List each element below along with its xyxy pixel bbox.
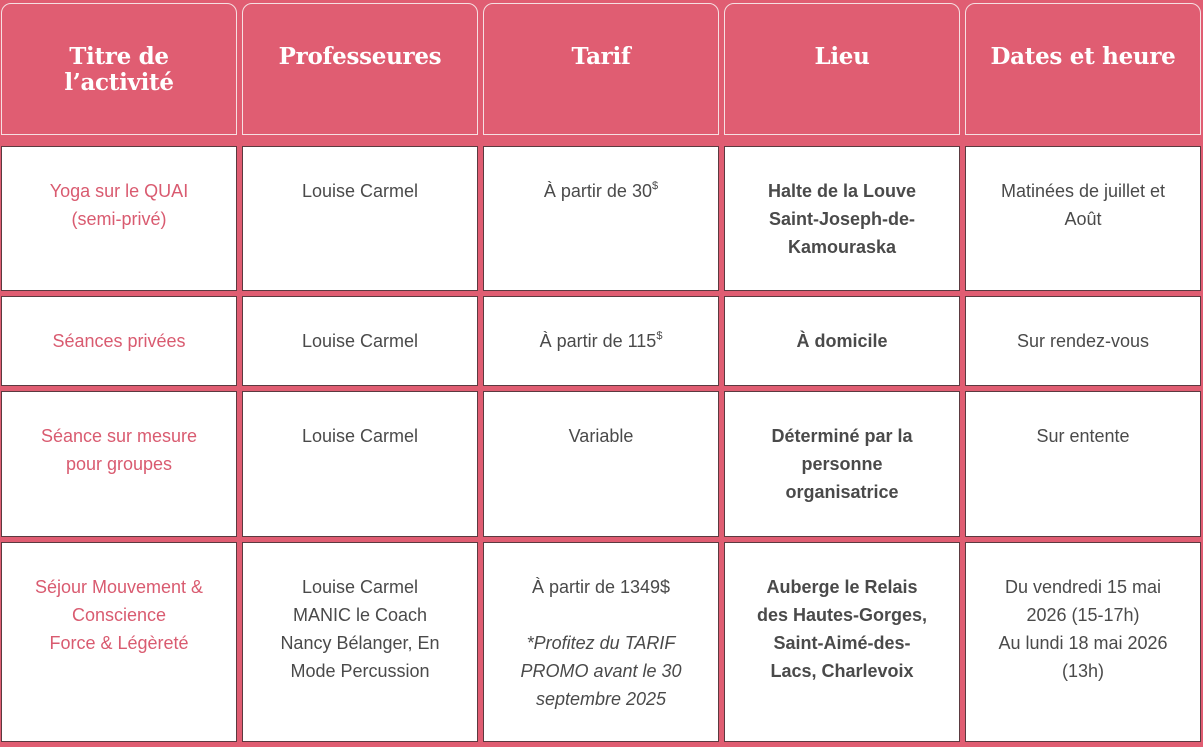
date-line: 2026 (15-17h) — [1026, 605, 1140, 625]
date-line: Sur rendez-vous — [1016, 331, 1150, 351]
header-label: Tarif — [571, 43, 631, 70]
header-location — [724, 3, 960, 135]
teacher-name: Louise Carmel — [301, 426, 419, 446]
teacher-name: MANIC le Coach — [292, 605, 428, 625]
teacher-name: Louise Carmel — [301, 577, 419, 597]
date-line: (13h) — [1061, 661, 1105, 681]
location-line: Lacs, Charlevoix — [770, 661, 914, 681]
currency-sup: $ — [656, 330, 663, 342]
table-row-2-title — [1, 296, 237, 386]
location-line: Saint-Joseph-de- — [768, 209, 915, 229]
activity-title-line: pour groupes — [65, 454, 173, 474]
date-line: Du vendredi 15 mai — [1004, 577, 1162, 597]
header-label: Dates et heure — [990, 43, 1176, 70]
table-row-2-location — [724, 296, 960, 386]
promo-note-line: septembre 2025 — [535, 689, 667, 709]
activity-title-line: Conscience — [71, 605, 167, 625]
table-row-3-location — [724, 391, 960, 537]
location-line: Auberge le Relais — [766, 577, 918, 597]
table-row-4-title — [1, 542, 237, 742]
price-text: Variable — [568, 426, 634, 446]
activity-title-line: Séjour Mouvement & — [34, 577, 204, 597]
location-line: Kamouraska — [787, 237, 897, 257]
price-text: À partir de 115 — [539, 331, 657, 351]
header-teachers — [242, 3, 478, 135]
promo-note-line: PROMO avant le 30 — [520, 661, 682, 681]
table-row-1-teachers — [242, 146, 478, 291]
teacher-name: Mode Percussion — [290, 661, 430, 681]
activity-title-line: Force & Légèreté — [49, 633, 189, 653]
table-row-4-teachers — [242, 542, 478, 742]
header-price — [483, 3, 719, 135]
teacher-name: Louise Carmel — [301, 181, 419, 201]
date-line: Au lundi 18 mai 2026 — [998, 633, 1168, 653]
location-line: des Hautes-Gorges, — [756, 605, 928, 625]
table-row-1-price — [483, 146, 719, 291]
table-row-1-dates — [965, 146, 1201, 291]
header-dates — [965, 3, 1201, 135]
date-line: Matinées de juillet et — [1000, 181, 1166, 201]
table-row-2-price — [483, 296, 719, 386]
teacher-name: Louise Carmel — [301, 331, 419, 351]
spacer — [494, 601, 708, 629]
header-label: l’activité — [64, 69, 174, 96]
table-row-1-title — [1, 146, 237, 291]
table-row-4-location — [724, 542, 960, 742]
header-activity-title — [1, 3, 237, 135]
activity-title-line: Yoga sur le QUAI — [49, 181, 189, 201]
currency-sup: $ — [651, 180, 659, 192]
location-line: personne — [801, 454, 883, 474]
price-text: À partir de 1349$ — [531, 577, 671, 597]
table-row-2-teachers — [242, 296, 478, 386]
location-line: Déterminé par la — [771, 426, 913, 446]
price-text: À partir de 30 — [543, 181, 652, 201]
location-line: À domicile — [796, 331, 888, 351]
table-row-1-location — [724, 146, 960, 291]
activity-title-line: Séances privées — [52, 331, 186, 351]
teacher-name: Nancy Bélanger, En — [280, 633, 440, 653]
header-label: Lieu — [814, 43, 870, 70]
header-label: Titre de — [69, 43, 169, 70]
date-line: Sur entente — [1036, 426, 1130, 446]
location-line: organisatrice — [785, 482, 899, 502]
table-row-4-dates — [965, 542, 1201, 742]
date-line: Août — [1064, 209, 1102, 229]
location-line: Saint-Aimé-des- — [773, 633, 911, 653]
table-row-4-price — [483, 542, 719, 742]
table-row-3-price — [483, 391, 719, 537]
table-row-3-teachers — [242, 391, 478, 537]
table-row-3-title — [1, 391, 237, 537]
activity-title-line: Séance sur mesure — [40, 426, 198, 446]
activity-title-line: (semi-privé) — [71, 209, 167, 229]
location-line: Halte de la Louve — [767, 181, 917, 201]
promo-note-line: *Profitez du TARIF — [526, 633, 676, 653]
table-row-3-dates — [965, 391, 1201, 537]
table-row-2-dates — [965, 296, 1201, 386]
header-label: Professeures — [278, 43, 442, 70]
